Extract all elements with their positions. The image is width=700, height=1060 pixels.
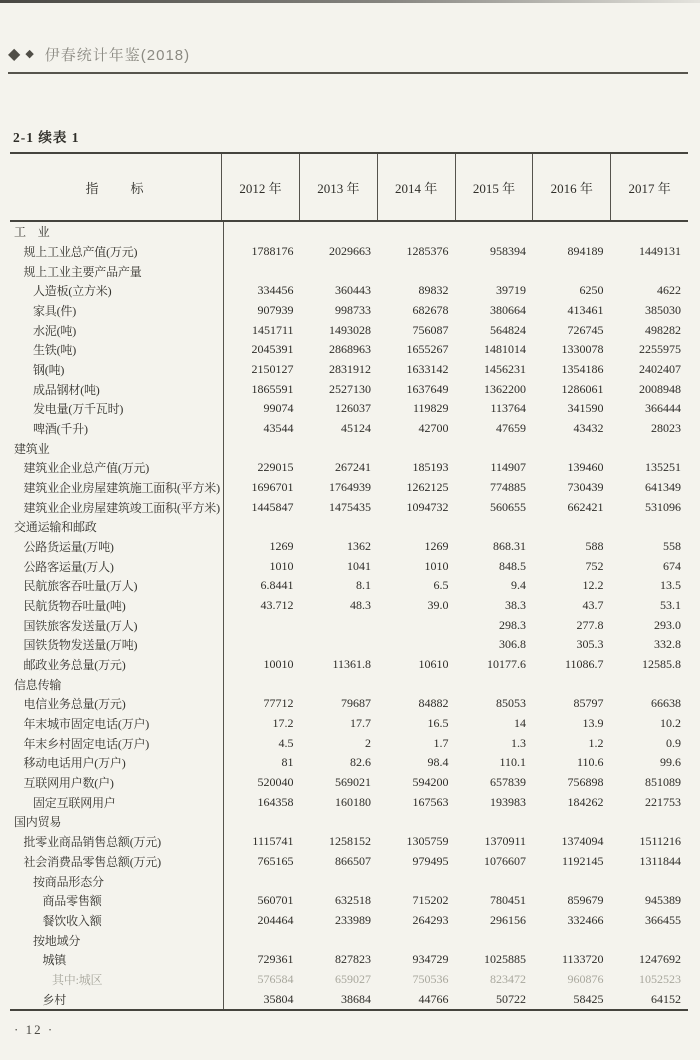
table-row	[10, 635, 688, 655]
table-row	[10, 419, 688, 439]
cell-value: 10177.6	[487, 657, 526, 672]
table-row	[10, 989, 688, 1009]
cell-value: 1010	[424, 558, 449, 573]
cell-value: 560701	[257, 893, 294, 908]
diamond-icon-small: ◆	[25, 48, 34, 60]
cell-value: 12.2	[582, 578, 604, 593]
cell-value: 114907	[490, 460, 526, 475]
cell-value: 14	[514, 716, 526, 731]
cell-value: 12585.8	[642, 657, 681, 672]
cell-value: 39.0	[427, 598, 449, 613]
section-row	[10, 438, 688, 458]
table-caption: 2-1 续表 1	[13, 130, 80, 145]
cell-value: 4622	[657, 283, 681, 298]
section-row	[10, 517, 688, 537]
cell-value: 1354186	[561, 362, 604, 377]
cell-value: 28023	[651, 421, 681, 436]
cell-value: 641349	[645, 480, 681, 495]
cell-value: 38684	[341, 991, 371, 1006]
cell-value: 2045391	[251, 342, 294, 357]
cell-value: 6.8441	[260, 578, 294, 593]
cell-value: 221753	[645, 794, 681, 809]
row-label: 钢(吨)	[33, 363, 65, 378]
table-row	[10, 792, 688, 812]
row-label: 乡村	[42, 992, 67, 1007]
cell-value: 81	[281, 755, 294, 770]
year-column-header: 2017 年	[610, 154, 688, 220]
cell-value: 53.1	[660, 598, 681, 613]
page-number: · 12 ·	[14, 1022, 55, 1037]
cell-value: 945389	[645, 893, 681, 908]
cell-value: 341590	[567, 401, 604, 416]
cell-value: 110.6	[576, 755, 604, 770]
cell-value: 334456	[257, 283, 294, 298]
cell-value: 827823	[335, 952, 371, 967]
cell-value: 868.31	[493, 539, 526, 554]
table-row	[10, 970, 688, 990]
row-label: 国内贸易	[14, 815, 62, 830]
cell-value: 0.9	[666, 735, 681, 750]
cell-value: 1311844	[639, 853, 681, 868]
cell-value: 659027	[335, 971, 371, 986]
cell-value: 119829	[412, 401, 449, 416]
cell-value: 1305759	[406, 834, 449, 849]
cell-value: 43.7	[582, 598, 604, 613]
table-row	[10, 871, 688, 891]
cell-value: 332.8	[654, 637, 681, 652]
cell-value: 98.4	[427, 755, 449, 770]
row-label: 建筑业	[14, 441, 50, 456]
row-label: 规上工业总产值(万元)	[23, 245, 138, 259]
year-column-header: 2013 年	[299, 154, 377, 220]
cell-value: 89832	[418, 283, 449, 298]
cell-value: 1449131	[639, 244, 681, 258]
row-label: 家具(件)	[33, 304, 76, 319]
table-row	[10, 576, 688, 596]
cell-value: 1493028	[329, 322, 371, 337]
cell-value: 13.9	[582, 716, 604, 731]
cell-value: 520040	[257, 775, 294, 790]
cell-value: 204464	[257, 912, 294, 927]
cell-value: 1258152	[329, 834, 371, 849]
cell-value: 1247692	[639, 952, 681, 967]
cell-value: 10.2	[660, 716, 681, 731]
table-row	[10, 281, 688, 301]
cell-value: 110.1	[499, 755, 526, 770]
cell-value: 2402407	[639, 362, 681, 377]
cell-value: 848.5	[499, 558, 526, 573]
page-header	[8, 44, 688, 74]
cell-value: 1696701	[251, 480, 294, 495]
table-row	[10, 478, 688, 498]
year-column-header: 2016 年	[532, 154, 610, 220]
table-row	[10, 556, 688, 576]
cell-value: 293.0	[654, 617, 681, 632]
cell-value: 934729	[412, 952, 449, 967]
cell-value: 1285376	[406, 244, 449, 258]
cell-value: 45124	[341, 421, 371, 436]
section-row	[10, 222, 688, 242]
table-row	[10, 694, 688, 714]
cell-value: 1456231	[484, 362, 526, 377]
cell-value: 1451711	[251, 322, 294, 337]
row-label: 工 业	[14, 225, 50, 240]
cell-value: 229015	[257, 460, 294, 475]
cell-value: 726745	[567, 322, 604, 337]
row-label: 建筑业企业房屋建筑竣工面积(平方米)	[23, 500, 220, 515]
table-row	[10, 655, 688, 675]
cell-value: 979495	[412, 853, 449, 868]
table-row	[10, 930, 688, 950]
cell-value: 1511216	[639, 834, 681, 849]
cell-value: 958394	[490, 244, 526, 258]
cell-value: 1.7	[433, 735, 449, 750]
table-row	[10, 891, 688, 911]
cell-value: 564824	[490, 322, 526, 337]
table-body	[10, 222, 688, 1011]
cell-value: 2	[365, 735, 371, 750]
cell-value: 43432	[573, 421, 604, 436]
row-label: 成品钢材(吨)	[33, 382, 100, 397]
cell-value: 126037	[335, 401, 371, 416]
row-label: 建筑业企业房屋建筑施工面积(平方米)	[23, 481, 220, 496]
row-label: 移动电话用户(万户)	[23, 756, 126, 771]
cell-value: 77712	[263, 696, 294, 711]
cell-value: 1362	[347, 539, 371, 554]
cell-value: 185193	[412, 460, 449, 475]
table-header-row	[10, 154, 688, 222]
table-row	[10, 852, 688, 872]
table-row	[10, 832, 688, 852]
cell-value: 385030	[645, 303, 681, 318]
year-column-header: 2012 年	[221, 154, 299, 220]
cell-value: 750536	[412, 971, 449, 986]
cell-value: 380664	[490, 303, 526, 318]
row-label: 年末城市固定电话(万户)	[23, 717, 150, 732]
cell-value: 4.5	[278, 735, 294, 750]
cell-value: 1269	[424, 539, 449, 554]
table-row	[10, 537, 688, 557]
cell-value: 682678	[412, 303, 449, 318]
cell-value: 1286061	[561, 381, 604, 396]
row-label: 其中:城区	[52, 972, 103, 987]
cell-value: 10610	[418, 657, 449, 672]
cell-value: 99.6	[660, 755, 681, 770]
row-label: 啤酒(千升)	[33, 422, 88, 437]
cell-value: 1269	[269, 539, 294, 554]
cell-value: 1192145	[561, 853, 604, 868]
cell-value: 859679	[567, 893, 604, 908]
cell-value: 17.7	[350, 716, 371, 731]
cell-value: 10010	[263, 657, 294, 672]
table-row	[10, 320, 688, 340]
cell-value: 1262125	[406, 480, 449, 495]
diamond-icon-large: ◆	[8, 45, 21, 63]
page-header-title: 伊春统计年鉴(2018)	[44, 47, 191, 64]
row-label: 公路货运量(万吨)	[23, 540, 114, 555]
cell-value: 1764939	[329, 480, 371, 495]
table-row	[10, 596, 688, 616]
statistics-table	[10, 152, 688, 1011]
cell-value: 558	[663, 539, 681, 554]
cell-value: 99074	[263, 401, 294, 416]
cell-value: 366444	[645, 401, 681, 416]
section-row	[10, 674, 688, 694]
cell-value: 2029663	[329, 244, 371, 258]
row-label: 民航货物吞吐量(吨)	[23, 599, 126, 614]
indicator-column-header: 指 标	[85, 180, 146, 196]
row-label: 电信业务总量(万元)	[23, 697, 126, 712]
cell-value: 715202	[412, 893, 449, 908]
cell-value: 306.8	[499, 637, 526, 652]
cell-value: 113764	[490, 401, 526, 416]
cell-value: 2255975	[639, 342, 681, 357]
cell-value: 662421	[567, 499, 604, 514]
cell-value: 66638	[651, 696, 681, 711]
cell-value: 1.2	[588, 735, 604, 750]
cell-value: 332466	[567, 912, 604, 927]
cell-value: 50722	[496, 991, 526, 1006]
table-row	[10, 615, 688, 635]
row-label: 民航旅客吞吐量(万人)	[23, 579, 138, 594]
cell-value: 1025885	[484, 952, 526, 967]
cell-value: 960876	[567, 971, 604, 986]
cell-value: 730439	[567, 480, 604, 495]
cell-value: 6.5	[433, 578, 449, 593]
cell-value: 1362200	[484, 381, 526, 396]
section-row	[10, 812, 688, 832]
table-row	[10, 753, 688, 773]
cell-value: 588	[585, 539, 604, 554]
cell-value: 1788176	[251, 244, 294, 258]
cell-value: 780451	[490, 893, 526, 908]
cell-value: 16.5	[427, 716, 449, 731]
table-row	[10, 733, 688, 753]
cell-value: 164358	[257, 794, 294, 809]
row-label: 人造板(立方米)	[33, 284, 112, 299]
cell-value: 11086.7	[564, 657, 604, 672]
cell-value: 2150127	[251, 362, 294, 377]
cell-value: 35804	[263, 991, 294, 1006]
cell-value: 413461	[567, 303, 604, 318]
cell-value: 774885	[490, 480, 526, 495]
row-label: 国铁货物发送量(万吨)	[23, 638, 138, 653]
cell-value: 184262	[567, 794, 604, 809]
row-label: 信息传输	[14, 677, 62, 692]
cell-value: 531096	[645, 499, 681, 514]
table-row	[10, 340, 688, 360]
cell-value: 998733	[335, 303, 371, 318]
table-row	[10, 911, 688, 931]
cell-value: 43.712	[260, 598, 294, 613]
cell-value: 17.2	[272, 716, 294, 731]
table-row	[10, 458, 688, 478]
year-column-header: 2014 年	[377, 154, 455, 220]
row-label: 社会消费品零售总额(万元)	[23, 854, 161, 869]
cell-value: 1115741	[252, 834, 294, 849]
cell-value: 85797	[573, 696, 604, 711]
cell-value: 58425	[573, 991, 604, 1006]
row-label: 规上工业主要产品产量	[23, 264, 142, 279]
cell-value: 752	[585, 558, 604, 573]
cell-value: 8.1	[356, 578, 371, 593]
cell-value: 305.3	[576, 637, 604, 652]
row-label: 固定互联网用户	[33, 795, 116, 810]
cell-value: 894189	[567, 244, 604, 258]
cell-value: 2868963	[329, 342, 371, 357]
cell-value: 13.5	[660, 578, 681, 593]
cell-value: 2831912	[329, 362, 371, 377]
cell-value: 39719	[496, 283, 526, 298]
cell-value: 360443	[335, 283, 371, 298]
row-label: 城镇	[42, 953, 67, 968]
cell-value: 47659	[496, 421, 526, 436]
cell-value: 160180	[335, 794, 371, 809]
table-row	[10, 714, 688, 734]
table-row	[10, 301, 688, 321]
row-label: 建筑业企业总产值(万元)	[23, 461, 150, 476]
cell-value: 277.8	[576, 617, 604, 632]
cell-value: 569021	[335, 775, 371, 790]
cell-value: 298.3	[499, 617, 526, 632]
cell-value: 1.3	[511, 735, 526, 750]
cell-value: 756898	[567, 775, 604, 790]
cell-value: 2527130	[329, 381, 371, 396]
cell-value: 498282	[645, 322, 681, 337]
table-row	[10, 497, 688, 517]
cell-value: 85053	[496, 696, 526, 711]
cell-value: 296156	[490, 912, 526, 927]
cell-value: 560655	[490, 499, 526, 514]
table-row	[10, 379, 688, 399]
year-column-header: 2015 年	[455, 154, 533, 220]
table-row	[10, 261, 688, 281]
cell-value: 139460	[567, 460, 604, 475]
cell-value: 851089	[645, 775, 681, 790]
cell-value: 1445847	[251, 499, 294, 514]
table-row	[10, 950, 688, 970]
row-label: 水泥(吨)	[33, 323, 76, 338]
cell-value: 267241	[335, 460, 371, 475]
row-label: 国铁旅客发送量(万人)	[23, 618, 138, 633]
row-label: 餐饮收入额	[42, 913, 102, 928]
row-label: 邮政业务总量(万元)	[23, 658, 126, 673]
table-row	[10, 399, 688, 419]
cell-value: 1475435	[329, 499, 371, 514]
row-label: 批零业商品销售总额(万元)	[23, 835, 161, 850]
cell-value: 866507	[335, 853, 371, 868]
cell-value: 1052523	[639, 971, 681, 986]
row-label: 公路客运量(万人)	[23, 559, 114, 574]
cell-value: 79687	[341, 696, 371, 711]
cell-value: 193983	[490, 794, 526, 809]
scan-top-edge	[0, 0, 700, 3]
cell-value: 1330078	[561, 342, 604, 357]
cell-value: 1633142	[406, 362, 449, 377]
cell-value: 632518	[335, 893, 371, 908]
cell-value: 1041	[347, 558, 371, 573]
row-label: 互联网用户数(户)	[23, 776, 114, 791]
cell-value: 38.3	[505, 598, 526, 613]
cell-value: 2008948	[639, 381, 681, 396]
cell-value: 82.6	[350, 755, 371, 770]
cell-value: 729361	[257, 952, 294, 967]
cell-value: 84882	[418, 696, 449, 711]
cell-value: 1374094	[561, 834, 604, 849]
row-label: 商品零售额	[42, 894, 102, 909]
row-label: 交通运输和邮政	[14, 520, 97, 535]
cell-value: 756087	[412, 322, 449, 337]
cell-value: 1481014	[484, 342, 526, 357]
cell-value: 1010	[269, 558, 294, 573]
cell-value: 264293	[412, 912, 449, 927]
cell-value: 1076607	[484, 853, 526, 868]
cell-value: 1655267	[406, 342, 449, 357]
cell-value: 64152	[651, 991, 681, 1006]
cell-value: 11361.8	[332, 657, 371, 672]
cell-value: 1637649	[406, 381, 449, 396]
cell-value: 576584	[257, 971, 294, 986]
cell-value: 135251	[645, 460, 681, 475]
cell-value: 594200	[412, 775, 449, 790]
cell-value: 1865591	[251, 381, 294, 396]
cell-value: 42700	[418, 421, 449, 436]
cell-value: 765165	[257, 853, 294, 868]
cell-value: 907939	[257, 303, 294, 318]
cell-value: 48.3	[350, 598, 371, 613]
cell-value: 823472	[490, 971, 526, 986]
row-label: 发电量(万千瓦时)	[33, 402, 124, 417]
table-row	[10, 360, 688, 380]
cell-value: 44766	[418, 991, 449, 1006]
cell-value: 674	[663, 558, 681, 573]
cell-value: 233989	[335, 912, 371, 927]
cell-value: 167563	[412, 794, 449, 809]
table-row	[10, 242, 688, 262]
row-label: 按商品形态分	[33, 874, 104, 889]
cell-value: 366455	[645, 912, 681, 927]
cell-value: 1133720	[561, 952, 604, 967]
cell-value: 1094732	[406, 499, 449, 514]
cell-value: 43544	[263, 421, 294, 436]
cell-value: 6250	[579, 283, 604, 298]
row-label: 生铁(吨)	[33, 343, 76, 358]
cell-value: 1370911	[484, 834, 526, 849]
cell-value: 657839	[490, 775, 526, 790]
table-row	[10, 773, 688, 793]
cell-value: 9.4	[511, 578, 526, 593]
row-label: 年末乡村固定电话(万户)	[23, 736, 150, 751]
row-label: 按地域分	[33, 933, 81, 948]
